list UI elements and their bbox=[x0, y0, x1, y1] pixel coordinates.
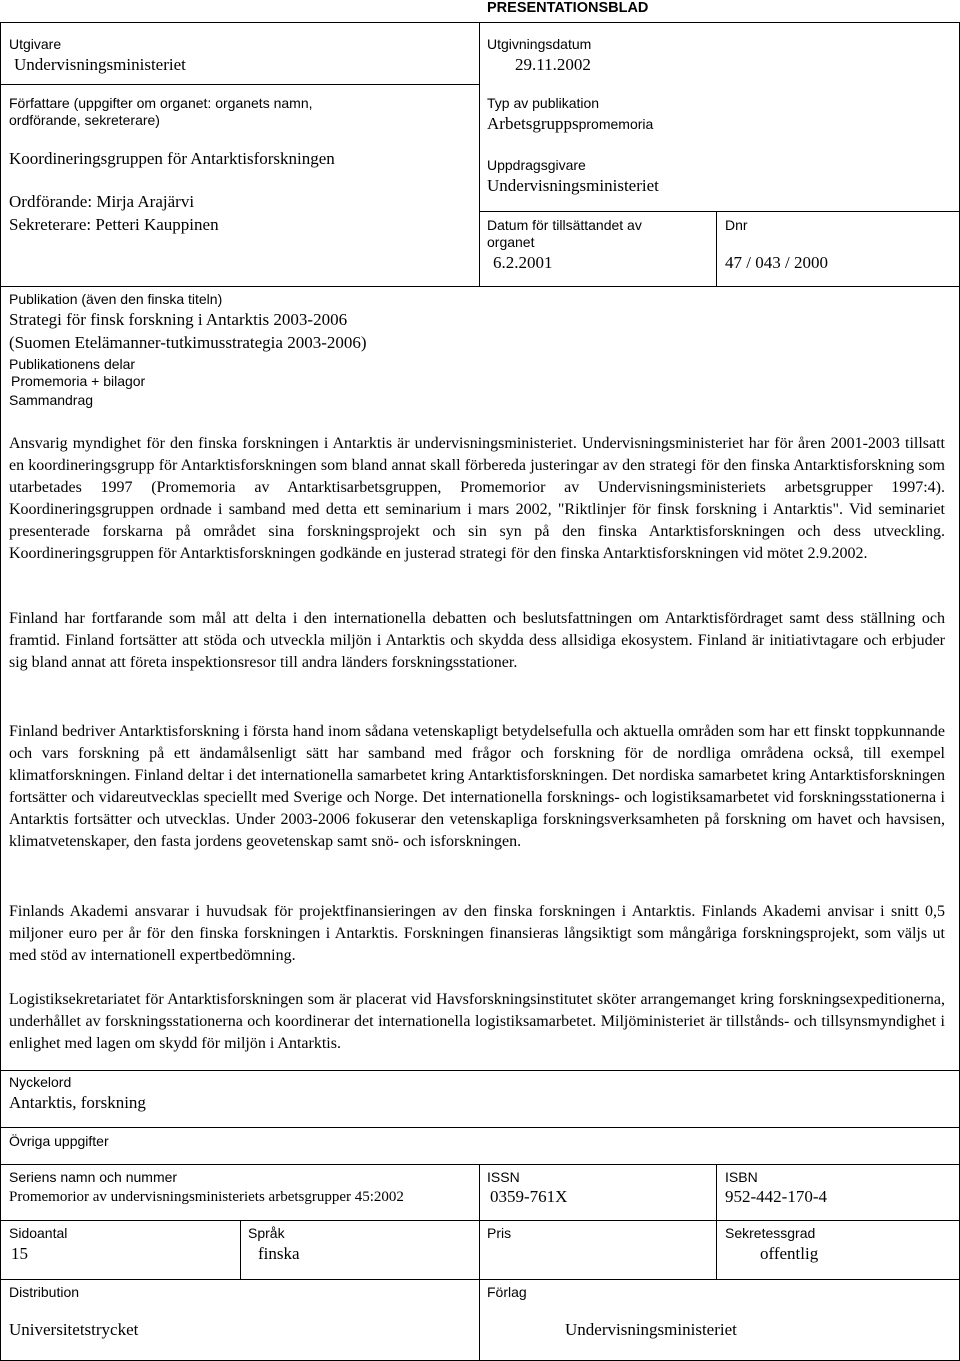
rule-pages bbox=[0, 1220, 960, 1221]
author-secretary: Sekreterare: Petteri Kauppinen bbox=[9, 215, 219, 234]
publication-label: Publikation (även den finska titeln) bbox=[9, 291, 223, 307]
rule-top bbox=[0, 22, 960, 23]
issn-label: ISSN bbox=[487, 1169, 520, 1185]
summary-paragraph-5: Logistiksekretariatet för Antarktisforskningen som är placerat vid Havsforskningsinstitutet sköter arrangemanget kring forskningsexpeditionerna, underhållet av forskningsstationerna och koordinerar det internationella logistiksamarbetet. Miljöministeriet är tillstånds- och tillsynsmyndighet i enlighet med lagen om skydd för miljön i Antarktis. bbox=[9, 991, 945, 1052]
border-left bbox=[0, 22, 1, 1361]
publisher-house-value: Undervisningsministeriet bbox=[565, 1320, 737, 1339]
rule-series bbox=[0, 1164, 960, 1165]
dnr-value: 47 / 043 / 2000 bbox=[725, 253, 828, 272]
pub-type-value bbox=[487, 114, 653, 134]
pub-type-value-tail: promemoria bbox=[578, 116, 654, 132]
keywords-value: Antarktis, forskning bbox=[9, 1093, 146, 1112]
confidentiality-label: Sekretessgrad bbox=[725, 1225, 816, 1241]
language-label: Språk bbox=[248, 1225, 285, 1241]
publication-title-line2: (Suomen Etelämanner-tutkimusstrategia 2003-2006) bbox=[9, 333, 367, 352]
sheet-title: PRESENTATIONSBLAD bbox=[487, 0, 649, 16]
distribution-value: Universitetstrycket bbox=[9, 1320, 139, 1339]
divider-bottom-center bbox=[479, 1164, 480, 1361]
summary-paragraph-4: Finlands Akademi ansvarar i huvudsak för projektfinansieringen av den finska forskningen i Antarktis. Finlands Akademi anvisar i snitt 0,5 miljoner euro per år för den finska forskningen i Antarktis. Forskningen finansieras långsiktigt som mångåriga forskningsprojekt, som väljs ut med stöd av internationell expertbedömning. bbox=[9, 903, 945, 964]
summary-paragraph-2: Finland har fortfarande som mål att delta i den internationella debatten och beslutsfattningen om Antarktisfördraget samt dess ställning och framtid. Finland fortsätter att stöda och utveckla miljön i Antarktis och skydda dess allsidiga ekosystem. Finland är initiativtagare och erbjuder sig bland annat att företa inspektionsresor till andra länders forskningsstationer. bbox=[9, 610, 945, 671]
parts-label: Publikationens delar bbox=[9, 356, 136, 372]
confidentiality-value: offentlig bbox=[760, 1244, 819, 1263]
summary-paragraph-3: Finland bedriver Antarktisforskning i första hand inom sådana vetenskapligt betydelsefulla och aktuella områden som har ett finskt toppkunnande och vars forskning på ett ändamålsenligt sätt har samband med frågor och forskning för de nordliga områdena också, till exempel klimatforskningen. Finland deltar i det internationella samarbetet kring Antarktisforskningen. Det nordiska samarbetet kring Antarktisforskningen fortsätter och vidareutvecklas speciellt med Sverige och Norge. Det internationella forsknings- och logistiksamarbetet vid forskningsstationerna i Antarktis fortsätter och utvecklas. Under 2003-2006 fokuserar den vetenskapliga forskningsverksamheten på forskning om havet och havsisen, klimatvetenskaper, den fasta jordens geovetenskap samt snö- och isforskningen. bbox=[9, 723, 945, 850]
summary-paragraph-1: Ansvarig myndighet för den finska forskningen i Antarktis är undervisningsministeriet. Undervisningsministeriet har för åren 2001-2003 tillsatt en koordineringsgrupp för Antarktisforskningen som bland annat skall förbereda justeringar av den strategi för den finska Antarktisforskning som utarbetades 1997 (Promemoria av Antarktisarbetsgruppen, Promemorior av Undervisningsministeriets arbetsgrupper 1997:4). Koordineringsgruppen ordnade i samband med detta ett seminarium i mars 2002, "Riktlinjer för finsk forskning i Antarktis". Vid seminariet presenterade forskarna på området sina forskningsprojekt och sin syn på den finska Antarktisforskningen och dess utveckling. Koordineringsgruppen för Antarktisforskningen godkände en justerad strategi för den finska Antarktisforskningen vid mötet 2.9.2002. bbox=[9, 435, 945, 562]
divider-top-center bbox=[479, 22, 480, 286]
pages-label: Sidoantal bbox=[9, 1225, 68, 1241]
divider-pages-language bbox=[240, 1220, 241, 1279]
rule-publication bbox=[0, 286, 960, 287]
parts-value: Promemoria + bilagor bbox=[11, 373, 146, 389]
series-value: Promemorior av undervisningsministeriets arbetsgrupper 45:2002 bbox=[9, 1189, 404, 1205]
issn-value: 0359-761X bbox=[490, 1187, 568, 1206]
rule-keywords bbox=[0, 1070, 960, 1071]
pages-value: 15 bbox=[11, 1244, 28, 1263]
series-label: Seriens namn och nummer bbox=[9, 1169, 178, 1185]
isbn-label: ISBN bbox=[725, 1169, 758, 1185]
dnr-label: Dnr bbox=[725, 217, 748, 233]
pub-type-value-main: Arbetsgrupps bbox=[487, 114, 579, 133]
pub-date-label: Utgivningsdatum bbox=[487, 36, 592, 52]
publisher-house-label: Förlag bbox=[487, 1284, 527, 1300]
rule-appointment bbox=[479, 211, 960, 212]
rule-other bbox=[0, 1127, 960, 1128]
divider-dnr bbox=[716, 211, 717, 286]
summary-label: Sammandrag bbox=[9, 392, 94, 408]
publisher-label: Utgivare bbox=[9, 36, 62, 52]
divider-bottom-right bbox=[716, 1164, 717, 1279]
commissioner-label: Uppdragsgivare bbox=[487, 157, 586, 173]
pub-date-value: 29.11.2002 bbox=[515, 55, 591, 74]
commissioner-value: Undervisningsministeriet bbox=[487, 176, 659, 195]
language-value: finska bbox=[258, 1244, 300, 1263]
isbn-value: 952-442-170-4 bbox=[725, 1187, 827, 1206]
appointment-label-line1: Datum för tillsättandet av bbox=[487, 217, 642, 233]
rule-distribution bbox=[0, 1279, 960, 1280]
price-label: Pris bbox=[487, 1225, 512, 1241]
publisher-value: Undervisningsministeriet bbox=[14, 55, 186, 74]
author-label-line2: ordförande, sekreterare) bbox=[9, 112, 160, 128]
distribution-label: Distribution bbox=[9, 1284, 80, 1300]
keywords-label: Nyckelord bbox=[9, 1074, 72, 1090]
publication-title-line1: Strategi för finsk forskning i Antarktis 2003-2006 bbox=[9, 310, 348, 329]
other-label: Övriga uppgifter bbox=[9, 1133, 109, 1149]
appointment-label-line2: organet bbox=[487, 234, 535, 250]
rule-publisher bbox=[0, 84, 479, 85]
pub-type-label: Typ av publikation bbox=[487, 95, 600, 111]
author-org: Koordineringsgruppen för Antarktisforskningen bbox=[9, 149, 335, 168]
author-chair: Ordförande: Mirja Arajärvi bbox=[9, 192, 195, 211]
author-label-line1: Författare (uppgifter om organet: organets namn, bbox=[9, 95, 313, 111]
appointment-value: 6.2.2001 bbox=[493, 253, 553, 272]
